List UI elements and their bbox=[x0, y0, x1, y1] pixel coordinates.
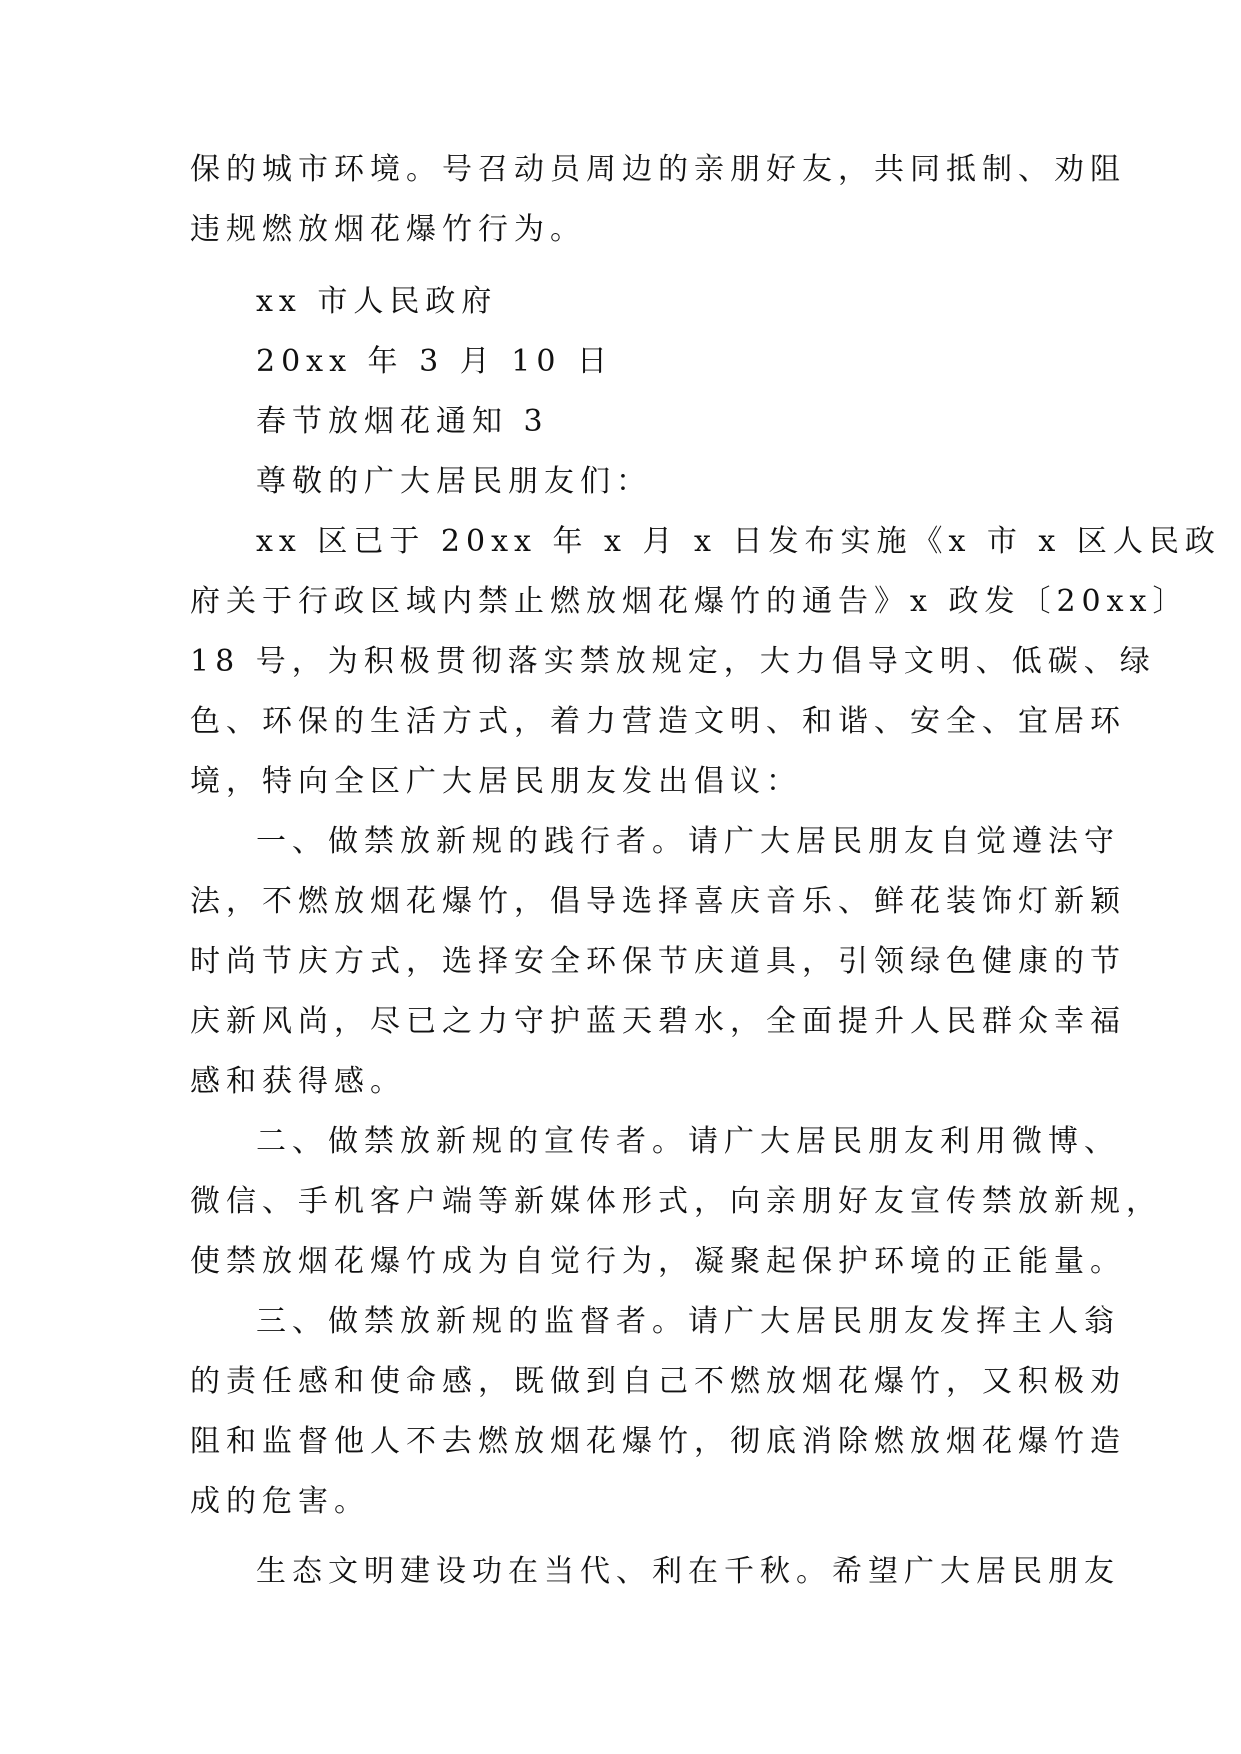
paragraph-line: 色、环保的生活方式，着力营造文明、和谐、安全、宜居环 bbox=[190, 704, 1126, 739]
paragraph-line: 的责任感和使命感，既做到自己不燃放烟花爆竹，又积极劝 bbox=[190, 1364, 1126, 1399]
paragraph-line: 一、做禁放新规的践行者。请广大居民朋友自觉遵法守 bbox=[256, 824, 1120, 859]
paragraph-line: 违规燃放烟花爆竹行为。 bbox=[190, 212, 586, 247]
section-title: 春节放烟花通知 3 bbox=[256, 404, 549, 439]
paragraph-line: 感和获得感。 bbox=[190, 1064, 406, 1099]
paragraph-line: 境，特向全区广大居民朋友发出倡议： bbox=[190, 764, 802, 799]
paragraph-line: 使禁放烟花爆竹成为自觉行为，凝聚起保护环境的正能量。 bbox=[190, 1244, 1126, 1279]
signature-date: 20xx 年 3 月 10 日 bbox=[256, 344, 613, 379]
signature-authority: xx 市人民政府 bbox=[256, 284, 498, 319]
paragraph-line: 18 号，为积极贯彻落实禁放规定，大力倡导文明、低碳、绿 bbox=[190, 644, 1156, 679]
paragraph-line: 府关于行政区域内禁止燃放烟花爆竹的通告》x 政发〔20xx〕 bbox=[190, 584, 1189, 619]
paragraph-line: 微信、手机客户端等新媒体形式，向亲朋好友宣传禁放新规， bbox=[190, 1184, 1162, 1219]
paragraph-line: 成的危害。 bbox=[190, 1484, 370, 1519]
paragraph-line: 庆新风尚，尽已之力守护蓝天碧水，全面提升人民群众幸福 bbox=[190, 1004, 1126, 1039]
paragraph-line: 时尚节庆方式，选择安全环保节庆道具，引领绿色健康的节 bbox=[190, 944, 1126, 979]
paragraph-line: 法，不燃放烟花爆竹，倡导选择喜庆音乐、鲜花装饰灯新颖 bbox=[190, 884, 1126, 919]
paragraph-line: 阻和监督他人不去燃放烟花爆竹，彻底消除燃放烟花爆竹造 bbox=[190, 1424, 1126, 1459]
salutation: 尊敬的广大居民朋友们： bbox=[256, 464, 652, 499]
paragraph-line: 生态文明建设功在当代、利在千秋。希望广大居民朋友 bbox=[256, 1554, 1120, 1589]
paragraph-line: 二、做禁放新规的宣传者。请广大居民朋友利用微博、 bbox=[256, 1124, 1120, 1159]
paragraph-line: 保的城市环境。号召动员周边的亲朋好友，共同抵制、劝阻 bbox=[190, 152, 1126, 187]
paragraph-line: xx 区已于 20xx 年 x 月 x 日发布实施《x 市 x 区人民政 bbox=[256, 524, 1221, 559]
paragraph-line: 三、做禁放新规的监督者。请广大居民朋友发挥主人翁 bbox=[256, 1304, 1120, 1339]
